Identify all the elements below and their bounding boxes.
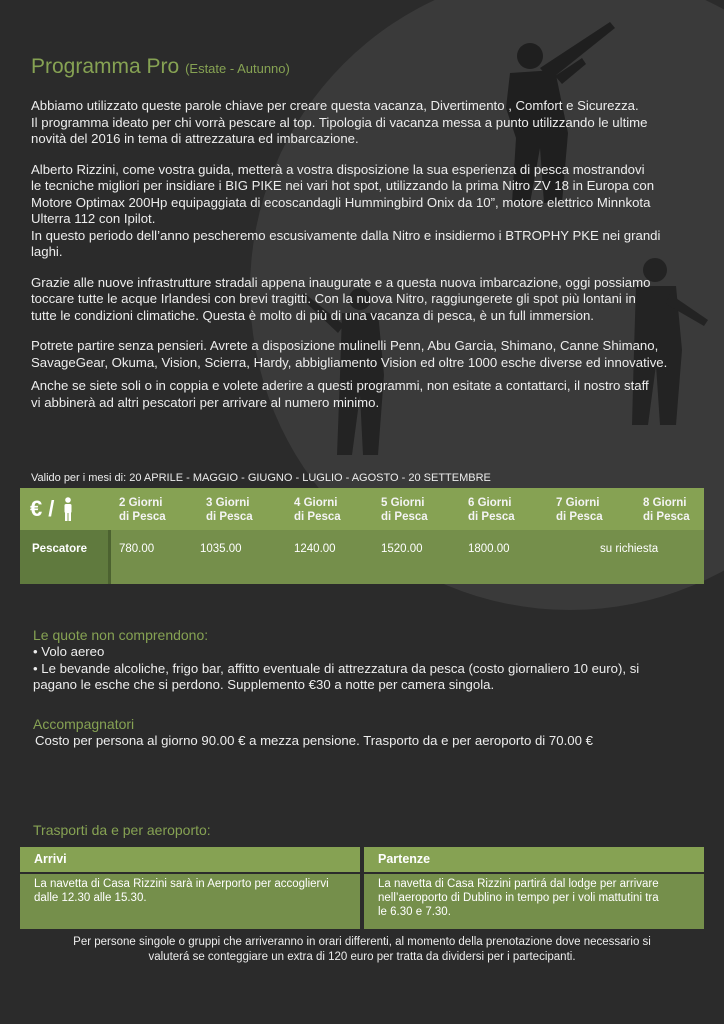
- price-per-person-label: [30, 496, 74, 522]
- intro-line: novità del 2016 in tema di attrezzatura ed imbarcazione.: [31, 131, 359, 146]
- intro-line: toccare tutte le acque Irlandesi con brevi tragitti. Con la nuova Nitro, raggiungerete gli spot più lontani in: [31, 291, 636, 306]
- footer-line: valuterá se conteggiare un extra di 120 euro per tratta da dividersi per i partecipanti.: [148, 951, 576, 963]
- column-header-8-days: [643, 496, 690, 524]
- intro-paragraph-5: [31, 378, 693, 411]
- footer-note: [20, 935, 704, 965]
- exclusion-item-extras: • Le bevande alcoliche, frigo bar, affitto eventuale di attrezzatura da pesca (costo giornaliero 10 euro), si: [33, 660, 640, 676]
- intro-paragraph-2: [31, 162, 693, 261]
- column-header-line: di Pesca: [294, 511, 341, 523]
- price-table: [20, 488, 704, 584]
- price-on-request: su richiesta: [600, 543, 659, 555]
- intro-line: SavageGear, Okuma, Vision, Scierra, Hardy, abbigliamento Vision ed oltre 1000 esche diverse ed innovative.: [31, 354, 668, 370]
- intro-line: Alberto Rizzini, come vostra guida, metterà a vostra disposizione la sua esperienza di pesca mostrandovi: [31, 161, 645, 177]
- intro-line: vi abbinerà ad altri pescatori per arrivare al numero minimo.: [31, 394, 380, 410]
- intro-text: [31, 98, 693, 425]
- price-table-body: [108, 530, 704, 584]
- price-2-days: 780.00: [119, 543, 155, 555]
- person-icon: [62, 497, 74, 521]
- departures-cell: [364, 874, 704, 929]
- exclusions-title: Le quote non comprendono:: [33, 627, 209, 643]
- transport-title: Trasporti da e per aeroporto:: [33, 822, 211, 838]
- column-header-line: 5 Giorni: [381, 497, 425, 509]
- intro-line: Anche se siete soli o in coppia e volete aderire a questi programmi, non esitate a contattarci, il nostro staff: [31, 378, 649, 393]
- column-header-4-days: [294, 496, 341, 524]
- exclusions-list: [33, 644, 693, 694]
- column-header-line: di Pesca: [119, 511, 166, 523]
- footer-line: Per persone singole o gruppi che arriveranno in orari differenti, al momento della prenotazione dove necessario si: [73, 936, 651, 948]
- departures-line: La navetta di Casa Rizzini partirá dal lodge per arrivare: [378, 878, 659, 890]
- column-header-line: 6 Giorni: [468, 497, 512, 509]
- departures-line: nell’aeroporto di Dublino in tempo per i voli mattutini tra: [378, 892, 659, 904]
- exclusion-item-extras-continued: pagano le esche che si perdono. Supplemento €30 a notte per camera singola.: [33, 677, 495, 692]
- euro-symbol: €: [30, 496, 43, 521]
- intro-line: Ulterra 112 con Ipilot.: [31, 211, 156, 226]
- arrivals-header: Arrivi: [20, 847, 360, 872]
- intro-paragraph-1: [31, 98, 693, 148]
- intro-paragraph-3: [31, 275, 693, 325]
- column-header-line: di Pesca: [643, 511, 690, 523]
- arrivals-line: La navetta di Casa Rizzini sarà in Aerporto per accogliervi: [34, 878, 329, 890]
- column-header-line: 8 Giorni: [643, 497, 687, 509]
- intro-line: tutte le condizioni climatiche. Questa è molto di più di una vacanza di pesca, è un full immersion.: [31, 307, 594, 323]
- column-header-line: di Pesca: [468, 511, 515, 523]
- departures-line: le 6.30 e 7.30.: [378, 906, 451, 918]
- companions-text: Costo per persona al giorno 90.00 € a mezza pensione. Trasporto da e per aeroporto di 70.00 €: [35, 733, 593, 748]
- column-header-line: 2 Giorni: [119, 497, 163, 509]
- column-header-2-days: [119, 496, 166, 524]
- companions-title: Accompagnatori: [33, 716, 135, 732]
- exclusion-item-flight: • Volo aereo: [33, 644, 105, 659]
- price-table-divider: [108, 530, 111, 584]
- validity-period: Valido per i mesi di: 20 APRILE - MAGGIO - GIUGNO - LUGLIO - AGOSTO - 20 SETTEMBRE: [31, 472, 491, 484]
- price-5-days: 1520.00: [381, 543, 423, 555]
- column-header-6-days: [468, 496, 515, 524]
- intro-line: le tecniche migliori per insidiare i BIG PIKE nei vari hot spot, utilizzando la prima Nitro ZV 18 in Europa con: [31, 178, 655, 193]
- price-4-days: 1240.00: [294, 543, 336, 555]
- intro-line: Potrete partire senza pensieri. Avrete a disposizione mulinelli Penn, Abu Garcia, Shimano, Canne Shimano,: [31, 338, 659, 353]
- price-3-days: 1035.00: [200, 543, 242, 555]
- column-header-line: 4 Giorni: [294, 497, 338, 509]
- intro-line: Grazie alle nuove infrastrutture stradali appena inaugurate e a questa nuova imbarcazione, oggi possiamo: [31, 274, 651, 290]
- row-label-pescatore: Pescatore: [32, 543, 87, 555]
- column-header-line: di Pesca: [556, 511, 603, 523]
- arrivals-line: dalle 12.30 alle 15.30.: [34, 892, 147, 904]
- title-subtitle: (Estate - Autunno): [185, 61, 290, 76]
- transport-table: [20, 847, 704, 929]
- arrivals-cell: [20, 874, 360, 929]
- column-header-line: di Pesca: [381, 511, 428, 523]
- column-header-3-days: [206, 496, 253, 524]
- column-header-line: 3 Giorni: [206, 497, 250, 509]
- column-header-line: 7 Giorni: [556, 497, 600, 509]
- intro-line: laghi.: [31, 244, 63, 259]
- column-header-7-days: [556, 496, 603, 524]
- departures-header: Partenze: [364, 847, 704, 872]
- page-title: [31, 55, 290, 79]
- column-header-5-days: [381, 496, 428, 524]
- intro-line: In questo periodo dell’anno pescheremo escusivamente dalla Nitro e insidiermo i BTROPHY PKE nei grandi: [31, 227, 661, 243]
- title-text: Programma Pro: [31, 55, 180, 78]
- slash-separator: /: [48, 496, 55, 521]
- intro-line: Motore Optimax 200Hp equipaggiata di ecoscandagli Hummingbird Onix da 10”, motore elettrico Minnkota: [31, 194, 651, 210]
- intro-line: Abbiamo utilizzato queste parole chiave per creare questa vacanza, Divertimento , Comfort e Sicurezza.: [31, 98, 639, 113]
- column-header-line: di Pesca: [206, 511, 253, 523]
- intro-paragraph-4: [31, 338, 693, 371]
- price-6-days: 1800.00: [468, 543, 510, 555]
- intro-line: Il programma ideato per chi vorrà pescare al top. Tipologia di vacanza messa a punto utilizzando le ultime: [31, 114, 648, 130]
